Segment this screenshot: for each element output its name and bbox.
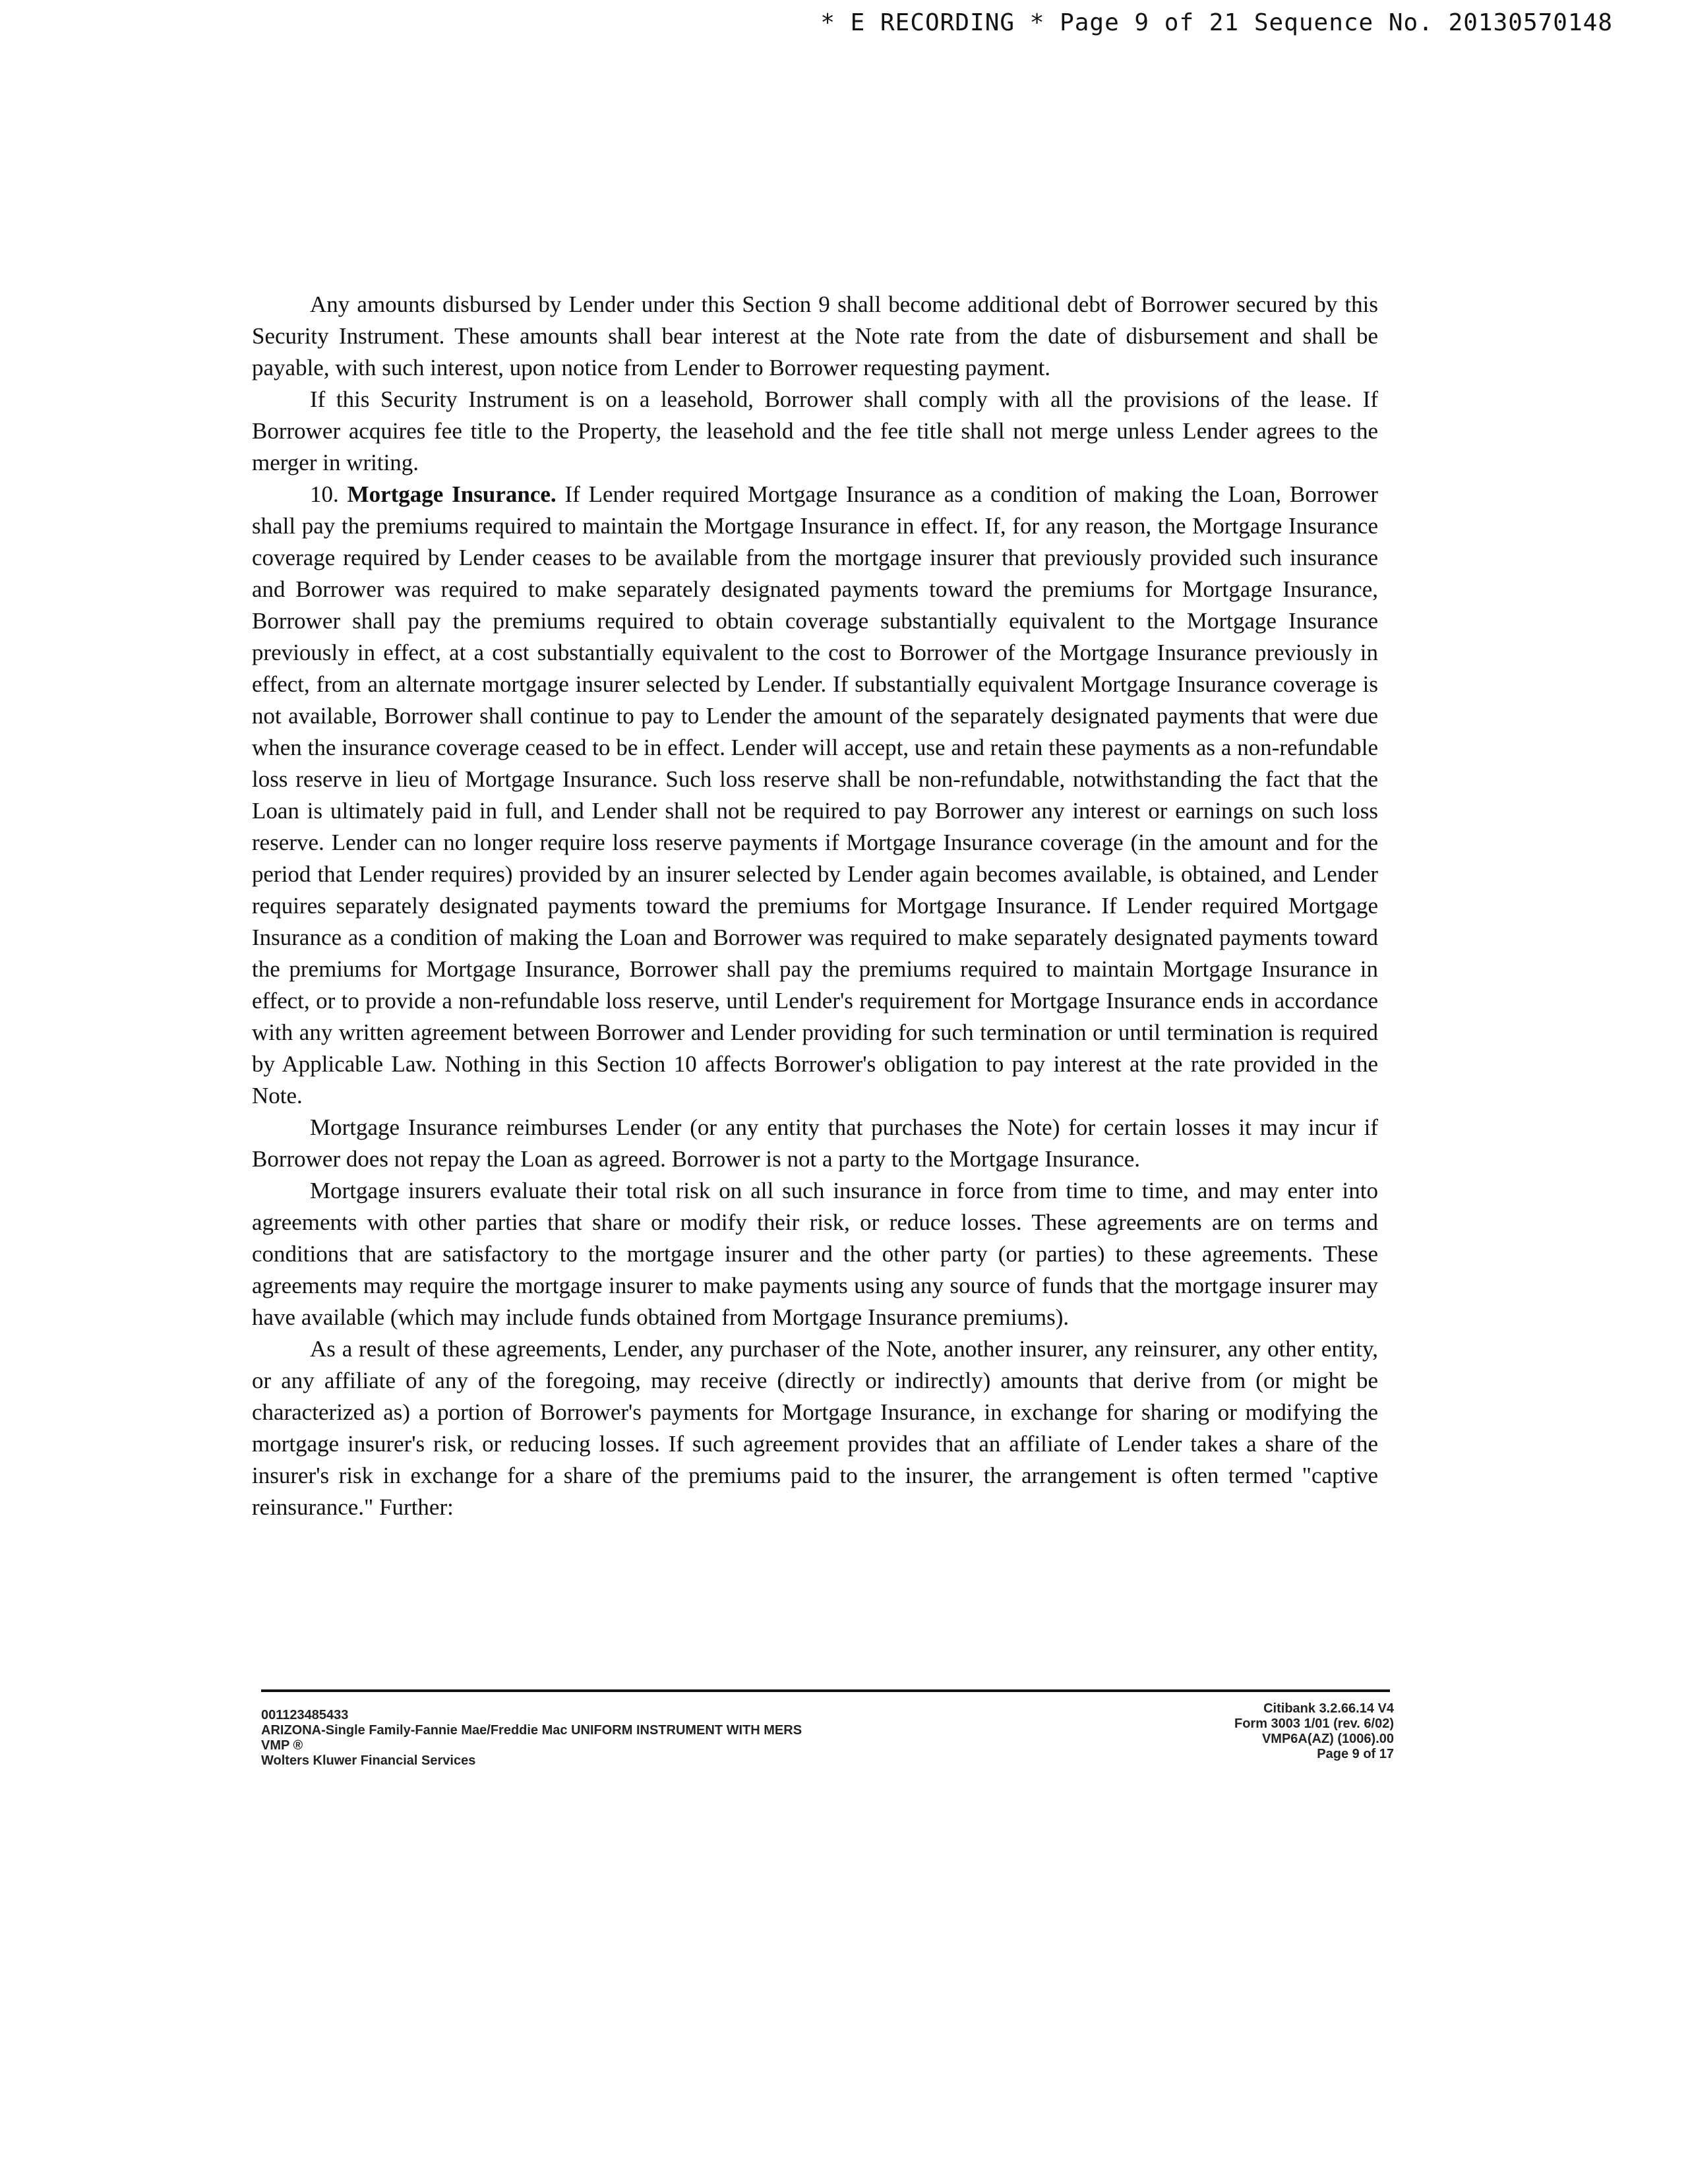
lender-version: Citibank 3.2.66.14 V4 bbox=[1263, 1701, 1394, 1716]
loan-number: 001123485433 bbox=[261, 1708, 349, 1722]
section-number: 10. bbox=[310, 481, 339, 507]
form-title: ARIZONA-Single Family-Fannie Mae/Freddie Mac UNIFORM INSTRUMENT WITH MERS bbox=[261, 1723, 802, 1738]
footer-divider bbox=[261, 1689, 1390, 1692]
vmp-mark: VMP ® bbox=[261, 1738, 303, 1753]
paragraph-mi-insurers: Mortgage insurers evaluate their total risk on all such insurance in force from time to time, and may enter into agreements with other parties that share or modify their risk, or reduce losses. These agreements are on terms and conditions that are satisfactory to the mortgage insurer and the other party (or parties) to these agreements. These agreements may require the mortgage insurer to make payments using any source of funds that the mortgage insurer may have available (which may include funds obtained from Mortgage Insurance premiums). bbox=[252, 1178, 1378, 1330]
footer-left-block bbox=[261, 1708, 802, 1769]
footer-right-block bbox=[1234, 1701, 1394, 1762]
paragraph-leasehold: If this Security Instrument is on a leasehold, Borrower shall comply with all the provisions of the lease. If Borrower acquires fee title to the Property, the leasehold and the fee title shall not merge unless Lender agrees to the merger in writing. bbox=[252, 386, 1378, 475]
vmp-code: VMP6A(AZ) (1006).00 bbox=[1261, 1732, 1394, 1746]
paragraph-section9-disbursements: Any amounts disbursed by Lender under this Section 9 shall become additional debt of Borrower secured by this Security Instrument. These amounts shall bear interest at the Note rate from the date of disbursement and shall be payable, with such interest, upon notice from Lender to Borrower requesting payment. bbox=[252, 291, 1378, 380]
publisher-name: Wolters Kluwer Financial Services bbox=[261, 1753, 476, 1768]
form-page-number: Page 9 of 17 bbox=[1317, 1747, 1394, 1761]
section-text: If Lender required Mortgage Insurance as a condition of making the Loan, Borrower shall pay the premiums required to maintain the Mortgage Insurance in effect. If, for any reason, the Mortgage Insurance coverage required by Lender ceases to be available from the mortgage insurer that previously provided such insurance and Borrower was required to make separately designated payments toward the premiums for Mortgage Insurance, Borrower shall pay the premiums required to obtain coverage substantially equivalent to the Mortgage Insurance previously in effect, at a cost substantially equivalent to the cost to Borrower of the Mortgage Insurance previously in effect, from an alternate mortgage insurer selected by Lender. If substantially equivalent Mortgage Insurance coverage is not available, Borrower shall continue to pay to Lender the amount of the separately designated payments that were due when the insurance coverage ceased to be in effect. Lender will accept, use and retain these payments as a non-refundable loss reserve in lieu of Mortgage Insurance. Such loss reserve shall be non-refundable, notwithstanding the fact that the Loan is ultimately paid in full, and Lender shall not be required to pay Borrower any interest or earnings on such loss reserve. Lender can no longer require loss reserve payments if Mortgage Insurance coverage (in the amount and for the period that Lender requires) provided by an insurer selected by Lender again becomes available, is obtained, and Lender requires separately designated payments toward the premiums for Mortgage Insurance. If Lender required Mortgage Insurance as a condition of making the Loan and Borrower was required to make separately designated payments toward the premiums for Mortgage Insurance, Borrower shall pay the premiums required to maintain Mortgage Insurance in effect, or to provide a non-refundable loss reserve, until Lender's requirement for Mortgage Insurance ends in accordance with any written agreement between Borrower and Lender providing for such termination or until termination is required by Applicable Law. Nothing in this Section 10 affects Borrower's obligation to pay interest at the rate provided in the Note. bbox=[252, 481, 1379, 1108]
paragraph-section10-mortgage-insurance bbox=[252, 479, 1378, 1112]
form-number: Form 3003 1/01 (rev. 6/02) bbox=[1234, 1716, 1394, 1731]
section-heading: Mortgage Insurance. bbox=[347, 481, 557, 507]
paragraph-mi-agreements: As a result of these agreements, Lender, any purchaser of the Note, another insurer, any reinsurer, any other entity, or any affiliate of any of the foregoing, may receive (directly or indirectly) amounts that derive from (or might be characterized as) a portion of Borrower's payments for Mortgage Insurance, in exchange for sharing or modifying the mortgage insurer's risk, or reducing losses. If such agreement provides that an affiliate of Lender takes a share of the insurer's risk in exchange for a share of the premiums paid to the insurer, the arrangement is often termed "captive reinsurance." Further: bbox=[252, 1336, 1378, 1520]
document-body bbox=[252, 289, 1378, 1523]
recording-header: * E RECORDING * Page 9 of 21 Sequence No. 20130570148 bbox=[820, 9, 1613, 36]
paragraph-mi-reimburses: Mortgage Insurance reimburses Lender (or any entity that purchases the Note) for certain losses it may incur if Borrower does not repay the Loan as agreed. Borrower is not a party to the Mortgage Insurance. bbox=[252, 1114, 1378, 1172]
